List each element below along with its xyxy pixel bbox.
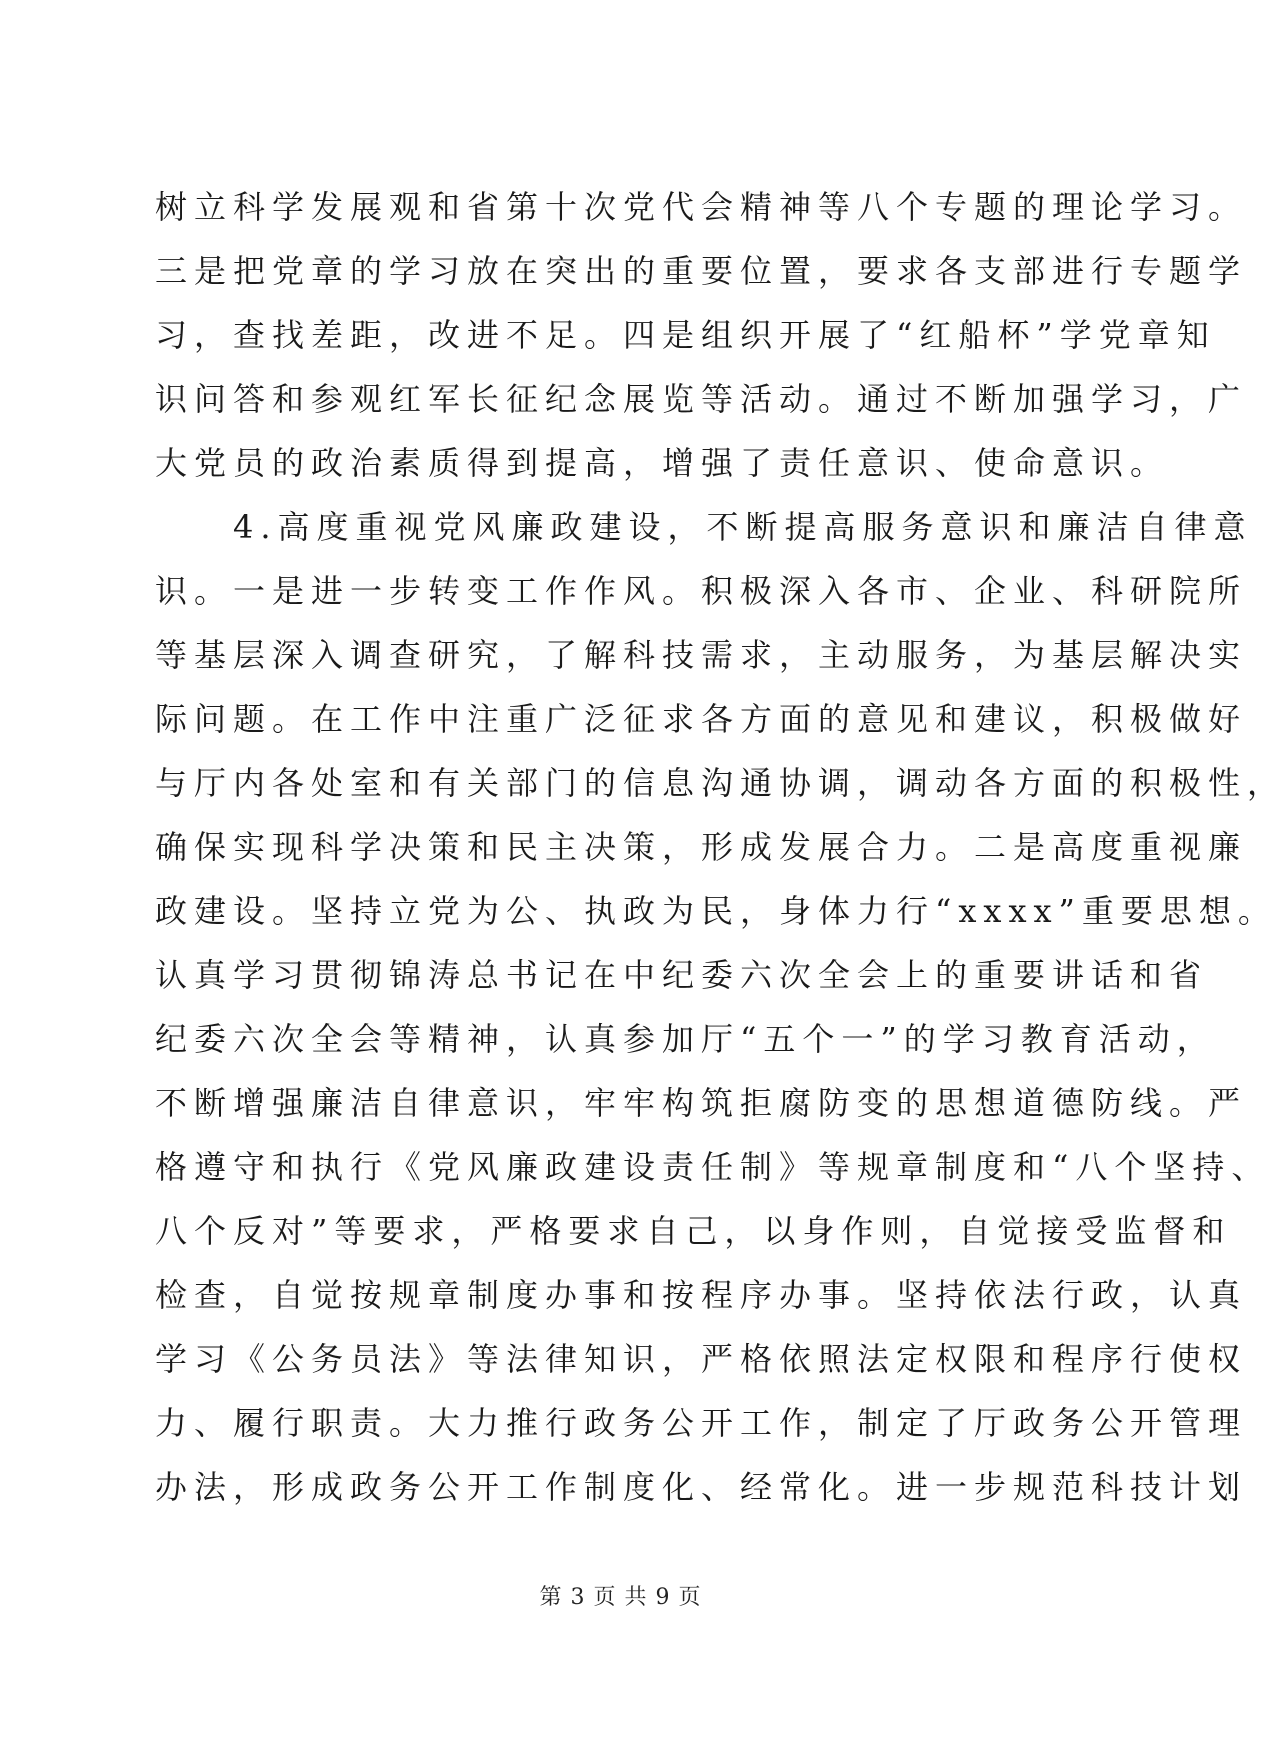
paragraph-start-line: 4.高度重视党风廉政建设，不断提高服务意识和廉洁自律意 [155, 508, 1253, 546]
text-line: 与厅内各处室和有关部门的信息沟通协调，调动各方面的积极性， [155, 764, 1286, 802]
text-line: 学习《公务员法》等法律知识，严格依照法定权限和程序行使权 [155, 1340, 1248, 1378]
text-line: 纪委六次全会等精神，认真参加厅“五个一”的学习教育活动， [155, 1020, 1216, 1058]
text-line: 识问答和参观红军长征纪念展览等活动。通过不断加强学习，广 [155, 380, 1248, 418]
text-line: 大党员的政治素质得到提高，增强了责任意识、使命意识。 [155, 444, 1170, 482]
text-line: 际问题。在工作中注重广泛征求各方面的意见和建议，积极做好 [155, 700, 1248, 738]
text-line: 确保实现科学决策和民主决策，形成发展合力。二是高度重视廉 [155, 828, 1248, 866]
text-line: 习，查找差距，改进不足。四是组织开展了“红船杯”学党章知 [155, 316, 1216, 354]
text-line: 认真学习贯彻锦涛总书记在中纪委六次全会上的重要讲话和省 [155, 956, 1209, 994]
text-line: 政建设。坚持立党为公、执政为民，身体力行“xxxx”重要思想。 [155, 892, 1277, 930]
text-line: 树立科学发展观和省第十次党代会精神等八个专题的理论学习。 [155, 188, 1248, 226]
page-number-footer: 第 3 页 共 9 页 [539, 1585, 702, 1610]
text-line: 力、履行职责。大力推行政务公开工作，制定了厅政务公开管理 [155, 1404, 1248, 1442]
text-line: 办法，形成政务公开工作制度化、经常化。进一步规范科技计划 [155, 1468, 1248, 1506]
text-line: 格遵守和执行《党风廉政建设责任制》等规章制度和“八个坚持、 [155, 1148, 1271, 1186]
text-line: 不断增强廉洁自律意识，牢牢构筑拒腐防变的思想道德防线。严 [155, 1084, 1248, 1122]
text-line: 识。一是进一步转变工作作风。积极深入各市、企业、科研院所 [155, 572, 1248, 610]
text-line: 检查，自觉按规章制度办事和按程序办事。坚持依法行政，认真 [155, 1276, 1248, 1314]
text-line: 八个反对”等要求，严格要求自己，以身作则，自觉接受监督和 [155, 1212, 1232, 1250]
text-line: 等基层深入调查研究，了解科技需求，主动服务，为基层解决实 [155, 636, 1248, 674]
body-text [155, 175, 1286, 1519]
text-line: 三是把党章的学习放在突出的重要位置，要求各支部进行专题学 [155, 252, 1248, 290]
